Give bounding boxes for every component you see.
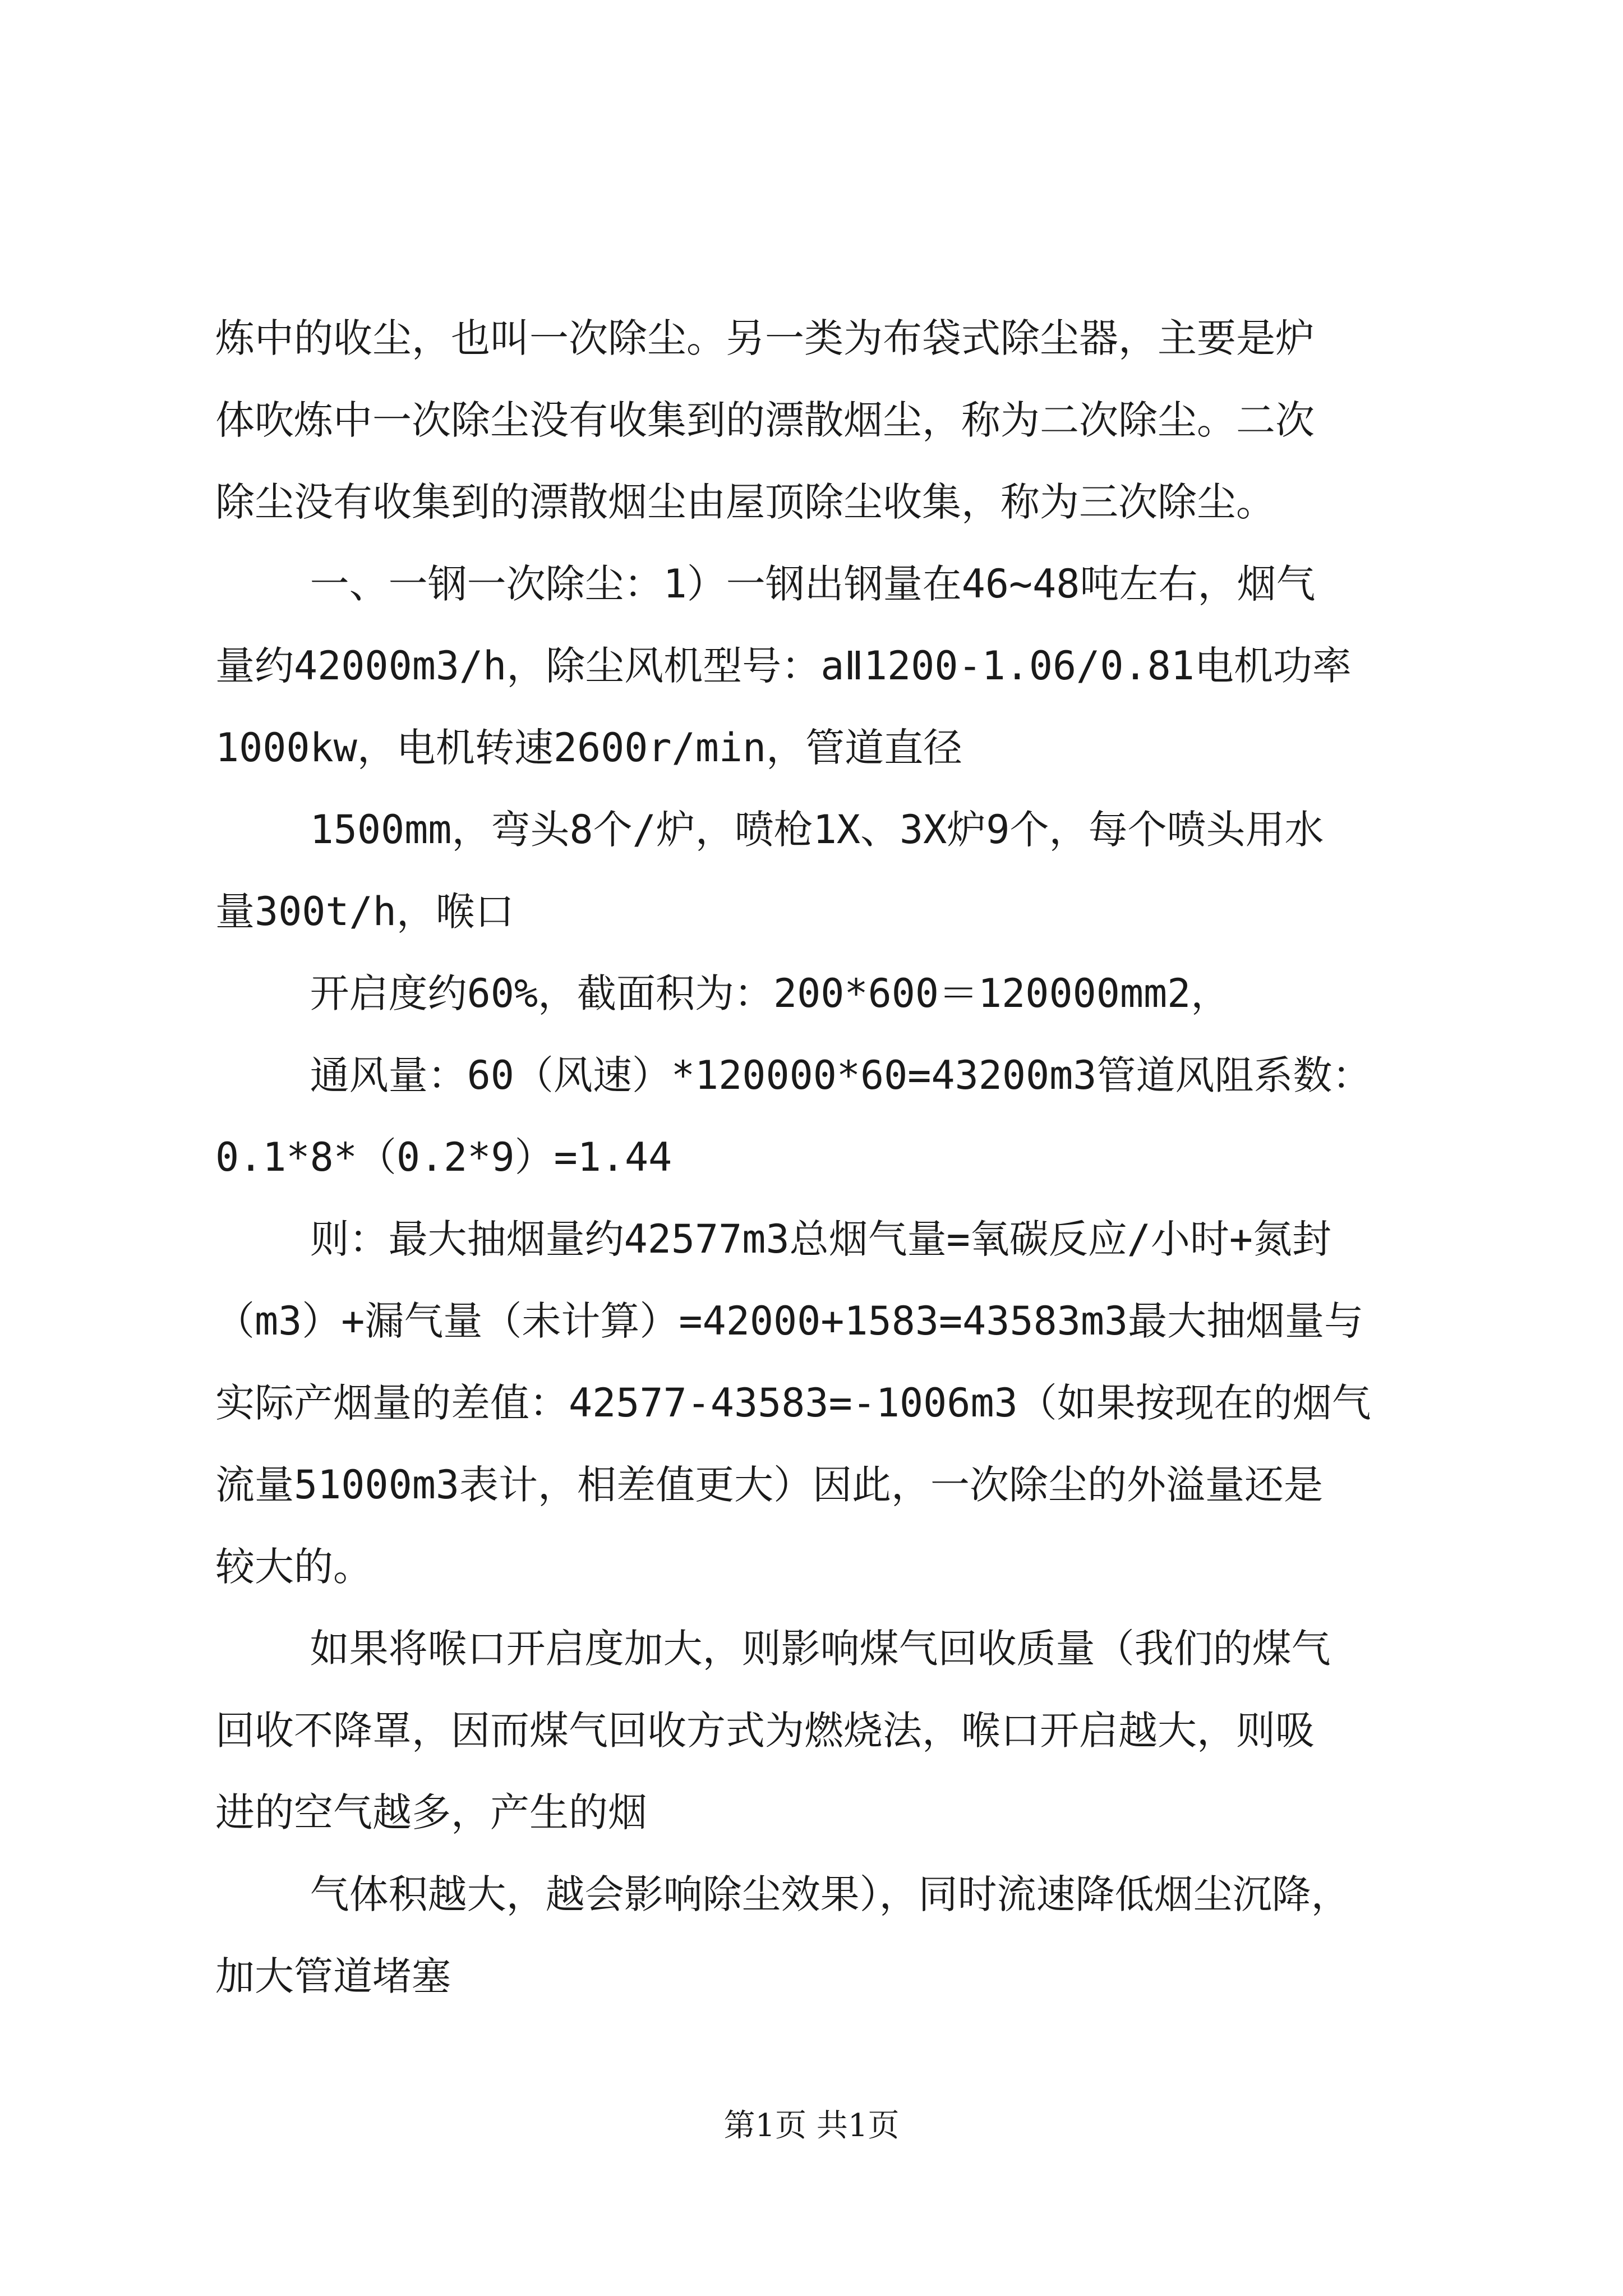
text-line: 1500mm，弯头8个/炉，喷枪1X、3X炉9个，每个喷头用水 [215,807,1324,853]
text-line: （m3）+漏气量（未计算）=42000+1583=43583m3最大抽烟量与 [215,1298,1364,1344]
text-line: 通风量：60（风速）*120000*60=43200m3管道风阻系数： [215,1052,1372,1098]
text-line: 炼中的收尘，也叫一次除尘。另一类为布袋式除尘器，主要是炉 [215,315,1315,361]
text-line: 如果将喉口开启度加大，则影响煤气回收质量（我们的煤气 [215,1626,1331,1672]
text-line: 实际产烟量的差值：42577-43583=-1006m3（如果按现在的烟气 [215,1380,1371,1426]
document-body [215,297,1427,2017]
text-line: 流量51000m3表计，相差值更大）因此，一次除尘的外溢量还是 [215,1462,1324,1508]
text-line: 加大管道堵塞 [215,1953,451,1999]
text-line: 体吹炼中一次除尘没有收集到的漂散烟尘，称为二次除尘。二次 [215,397,1315,443]
text-line: 一、一钢一次除尘：1）一钢出钢量在46~48吨左右，烟气 [215,561,1316,607]
text-line: 0.1*8*（0.2*9）=1.44 [215,1134,672,1180]
text-line: 除尘没有收集到的漂散烟尘由屋顶除尘收集，称为三次除尘。 [215,479,1275,525]
text-line: 1000kw，电机转速2600r/min，管道直径 [215,725,963,771]
text-line: 较大的。 [215,1544,372,1590]
text-line: 量300t/h，喉口 [215,889,514,935]
text-line: 则：最大抽烟量约42577m3总烟气量=氧碳反应/小时+氮封 [215,1216,1332,1262]
page-footer: 第1页 共1页 [723,2108,900,2144]
text-line: 开启度约60%，截面积为：200*600＝120000mm2， [215,970,1230,1016]
text-line: 气体积越大，越会影响除尘效果），同时流速降低烟尘沉降， [215,1871,1350,1917]
text-line: 回收不降罩，因而煤气回收方式为燃烧法，喉口开启越大，则吸 [215,1708,1315,1754]
text-line: 量约42000m3/h，除尘风机型号：aⅡ1200-1.06/0.81电机功率 [215,643,1352,689]
text-line: 进的空气越多，产生的烟 [215,1789,647,1835]
